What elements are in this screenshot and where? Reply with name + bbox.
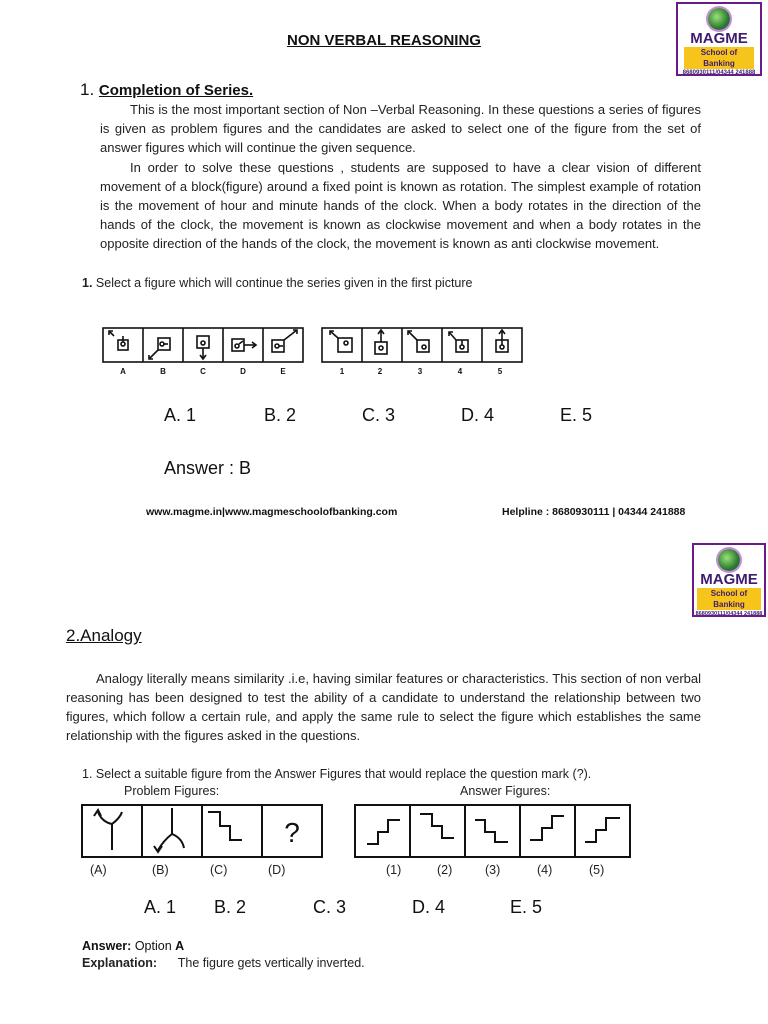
logo-phone: 8680930111/04344 241888 xyxy=(682,70,756,76)
question-number: 1. xyxy=(82,276,93,290)
answer-figure-5 xyxy=(496,330,508,352)
analogy-option-d: D. 4 xyxy=(412,897,446,917)
answer-figure-3 xyxy=(408,331,429,352)
option-e: E. 5 xyxy=(560,405,593,425)
analogy-answer-label-3: (3) xyxy=(485,863,501,877)
series-figures xyxy=(100,322,530,378)
footer-websites: www.magme.in|www.magmeschoolofbanking.com xyxy=(146,506,398,518)
analogy-answer-4 xyxy=(530,816,564,840)
answer-figure-2 xyxy=(375,330,387,354)
answer-figures-label: Answer Figures: xyxy=(460,784,551,798)
analogy-answer-2 xyxy=(420,814,454,838)
section1-number: 1. xyxy=(80,80,95,99)
section1-title: Completion of Series. xyxy=(98,82,254,99)
answer-label-3: 3 xyxy=(417,367,423,376)
problem-label-e: E xyxy=(280,367,286,376)
problem-label-b: B xyxy=(160,367,166,376)
analogy-answer-3 xyxy=(475,820,508,842)
option-d: D. 4 xyxy=(461,405,495,425)
explanation-label: Explanation: xyxy=(82,956,158,970)
section2-explanation xyxy=(82,956,365,970)
section2-answer xyxy=(82,939,184,953)
analogy-option-e: E. 5 xyxy=(510,897,543,917)
option-c: C. 3 xyxy=(362,405,396,425)
explanation-text: The figure gets vertically inverted. xyxy=(177,956,365,970)
analogy-answer-1 xyxy=(367,820,400,844)
section1-answer: Answer : B xyxy=(164,458,252,478)
section1-paragraph-2: In order to solve these questions , students are supposed to have a clear vision of different movement of a block(figure) around a fixed point is known as rotation. The simplest example of rotation is the movement of hour and minute hands of the clock. When a body rotates in the direction of the hands of the clock, the movement is known as clockwise movement and when a body rotates in the opposite direction of the hands of the clock, the movement is known as anti clockwise movement. xyxy=(100,160,701,251)
logo-subtitle-secondary: School of Banking xyxy=(697,588,761,610)
option-a: A. 1 xyxy=(164,405,197,425)
analogy-label-c: (C) xyxy=(210,863,228,877)
analogy-option-b: B. 2 xyxy=(214,897,247,917)
logo-subtitle: School of Banking xyxy=(684,47,754,69)
magme-logo xyxy=(676,2,762,76)
answer-label-1: 1 xyxy=(339,367,345,376)
answer-label-2: 2 xyxy=(377,367,383,376)
problem-figures-label: Problem Figures: xyxy=(124,784,220,798)
option-b: B. 2 xyxy=(264,405,297,425)
question-text: Select a figure which will continue the series given in the first picture xyxy=(95,276,473,290)
magme-logo-secondary xyxy=(692,543,766,617)
problem-figure-d xyxy=(232,339,256,351)
analogy-answer-label-2: (2) xyxy=(437,863,453,877)
logo-phone-secondary: 8680930111/04344 241888 xyxy=(695,611,763,617)
logo-brand-secondary: MAGME xyxy=(700,571,758,588)
analogy-answer-label-4: (4) xyxy=(537,863,553,877)
analogy-answer-5 xyxy=(585,818,620,842)
analogy-label-b: (B) xyxy=(152,863,169,877)
answer-figure-4 xyxy=(449,332,468,352)
analogy-figures xyxy=(80,800,640,860)
analogy-answer-label-1: (1) xyxy=(386,863,402,877)
analogy-figure-a xyxy=(94,810,122,850)
answer-label: Answer: xyxy=(82,939,132,953)
section1-question xyxy=(82,276,473,290)
problem-figure-c xyxy=(197,336,209,359)
problem-figure-a xyxy=(109,331,128,350)
answer-value: A xyxy=(175,939,185,953)
section2-paragraph: Analogy literally means similarity .i.e, having similar features or characteristics. This section of non verbal reasoning has been designed to test the ability of a candidate to understand the relationship between two figures, which follow a certain rule, and apply the same rule to select the figure which establishes the same relationship with the figures asked in the questions. xyxy=(66,671,701,743)
answer-prefix: Option xyxy=(134,939,172,953)
footer-helpline: Helpline : 8680930111 | 04344 241888 xyxy=(502,506,686,518)
question-mark: ? xyxy=(284,817,300,848)
globe-icon xyxy=(708,8,730,30)
answer-label-4: 4 xyxy=(457,367,463,376)
analogy-option-c: C. 3 xyxy=(313,897,347,917)
section1-heading xyxy=(80,80,253,100)
problem-figure-e xyxy=(272,330,297,352)
section1-paragraph-1: This is the most important section of Non –Verbal Reasoning. In these questions a series of figures is given as problem figures and the candidates are asked to select one of the figure from the set of answer figures which will continue the given sequence. xyxy=(100,102,701,155)
answer-figure-1 xyxy=(330,331,352,352)
page-title: NON VERBAL REASONING xyxy=(287,32,481,49)
analogy-label-d: (D) xyxy=(268,863,286,877)
analogy-figure-b xyxy=(154,808,184,852)
analogy-label-a: (A) xyxy=(90,863,107,877)
analogy-answer-label-5: (5) xyxy=(589,863,605,877)
logo-brand: MAGME xyxy=(690,30,748,47)
analogy-option-a: A. 1 xyxy=(144,897,177,917)
analogy-figure-c xyxy=(208,812,242,840)
section2-question: 1. Select a suitable figure from the Answer Figures that would replace the question mark (?). xyxy=(82,767,592,781)
section2-heading: 2.Analogy xyxy=(66,626,142,645)
problem-figure-b xyxy=(149,338,170,359)
problem-label-d: D xyxy=(240,367,246,376)
problem-label-a: A xyxy=(120,367,126,376)
globe-icon xyxy=(718,549,740,571)
problem-label-c: C xyxy=(200,367,206,376)
answer-label-5: 5 xyxy=(497,367,503,376)
